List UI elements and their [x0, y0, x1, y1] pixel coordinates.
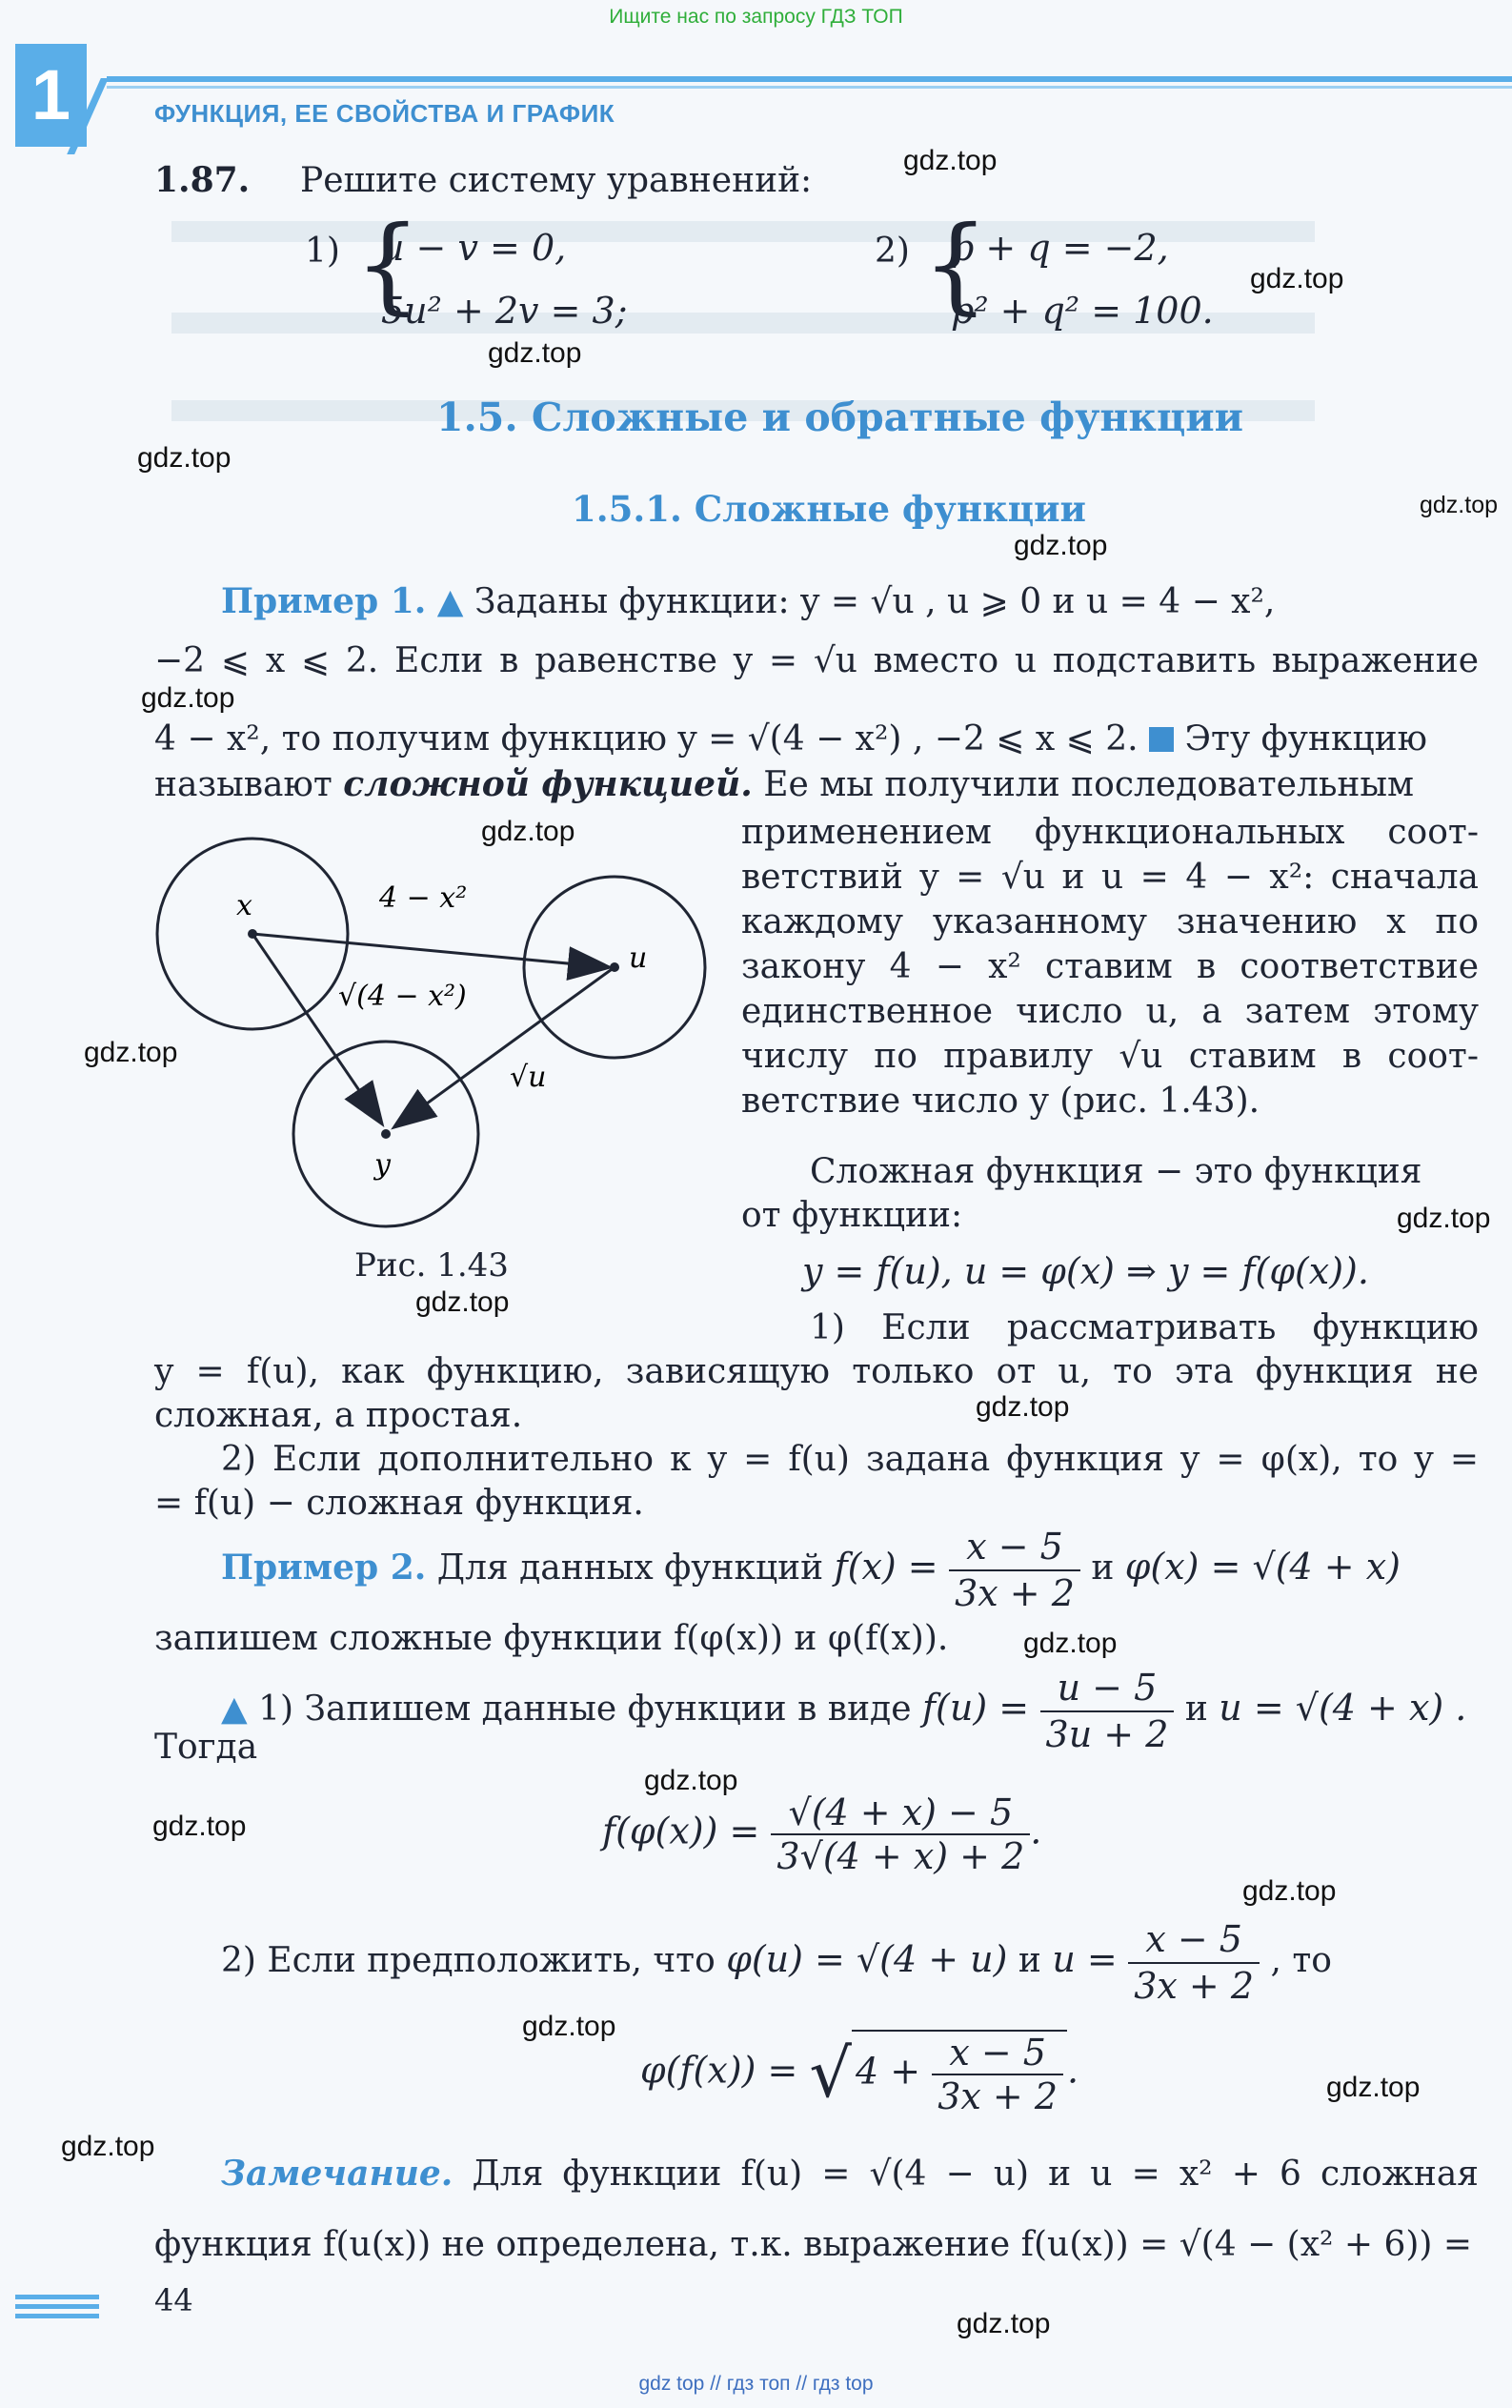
watermark: gdz.top	[644, 1765, 738, 1796]
arrow-x-to-u	[252, 934, 608, 967]
definition-line2: от функции:	[741, 1196, 963, 1235]
example1-right-column: применением функциональных соот- ветствий y = √u и u = 4 − x²: сначала каждому указанному значению x по закону 4 − x² ставим в соответствие единственное число u, а затем этому числу по правилу √u ставим в соот- ветствие число y (рис. 1.43).	[741, 813, 1479, 1121]
watermark: gdz.top	[1014, 530, 1108, 561]
problem-number: 1.87.	[154, 160, 251, 200]
system1-eq2: 5u² + 2v = 3;	[381, 290, 628, 332]
watermark: gdz.top	[522, 2011, 616, 2042]
system1-brace: {	[354, 203, 421, 325]
example2-label: Пример 2.	[221, 1548, 427, 1588]
note1-cont: y = f(u), как функцию, зависящую только от u, то эта функция не	[154, 1352, 1479, 1391]
footer-stripe	[15, 2304, 99, 2309]
section-title: 1.5. Сложные и обратные функции	[436, 395, 1244, 440]
watermark: gdz.top	[976, 1391, 1070, 1423]
figure-1-43	[143, 820, 734, 1277]
figure-caption: Рис. 1.43	[354, 1246, 509, 1285]
watermark: gdz.top	[903, 145, 998, 176]
remark-line1: Замечание. Для функции f(u) = √(4 − u) и u = x² + 6 сложная	[221, 2154, 1479, 2194]
label-x: x	[236, 889, 252, 922]
label-y: y	[374, 1148, 391, 1182]
watermark: gdz.top	[488, 337, 582, 369]
triangle-start-icon: ▲	[436, 582, 464, 621]
system2-label: 2)	[875, 232, 910, 271]
note1-end: сложная, а простая.	[154, 1396, 523, 1435]
definition-formula: y = f(u), u = φ(x) ⇒ y = f(φ(x)).	[802, 1250, 1369, 1292]
system2-brace: {	[922, 203, 989, 325]
remark-label: Замечание.	[221, 2154, 454, 2194]
note2-line1: 2) Если дополнительно к y = f(u) задана функция y = φ(x), то y =	[221, 1440, 1479, 1479]
chapter-number-tab: 1	[15, 44, 87, 147]
watermark: gdz.top	[1250, 263, 1344, 294]
example2-line1: Пример 2. Для данных функций f(x) = $\frac{x - 5}{3x + 2}$ и φ(x) = √(4 + x)	[221, 1526, 1401, 1614]
example1-line3: 4 − x², то получим функцию y = √(4 − x²) , −2 ⩽ x ⩽ 2. Эту функцию	[154, 719, 1427, 759]
triangle-start-icon: ▲	[221, 1690, 248, 1729]
watermark: gdz.top	[1242, 1875, 1337, 1907]
example2-step1: ▲ 1) Запишем данные функции в виде f(u) = $\frac{u - 5}{3u + 2}$ и u = √(4 + x) .	[221, 1667, 1467, 1755]
watermark: gdz.top	[1397, 1203, 1491, 1234]
watermark: gdz.top	[415, 1286, 510, 1318]
result2-formula: φ(f(x)) = √ 4 + $\frac{x - 5}{3x + 2}$ .	[640, 2032, 1079, 2117]
footer-stripe	[15, 2314, 99, 2318]
watermark: gdz.top	[141, 682, 235, 714]
problem-text: Решите систему уравнений:	[300, 161, 813, 200]
example1-line1: Пример 1. ▲ Заданы функции: y = √u , u ⩾ 0 и u = 4 − x²,	[221, 581, 1276, 621]
example2-step2: 2) Если предположить, что φ(u) = √(4 + u) и u = $\frac{x - 5}{3x + 2}$ , то	[221, 1918, 1332, 2007]
bottom-note: gdz top // гдз топ // гдз top	[638, 2373, 874, 2395]
example2-task: запишем сложные функции f(φ(x)) и φ(f(x)).	[154, 1619, 949, 1658]
chapter-title: ФУНКЦИЯ, ЕЕ СВОЙСТВА И ГРАФИК	[154, 99, 615, 128]
definition-line1: Сложная функция − это функция	[810, 1152, 1422, 1191]
top-note: Ищите нас по запросу ГДЗ ТОП	[609, 6, 903, 28]
header-rule	[107, 76, 1512, 82]
example1-line2: −2 ⩽ x ⩽ 2. Если в равенстве y = √u вместо u подставить выражение	[154, 641, 1479, 680]
page-number: 44	[154, 2282, 193, 2318]
system1-label: 1)	[305, 232, 340, 271]
system2-eq1: p + q = −2,	[951, 227, 1169, 269]
square-end-icon	[1149, 727, 1174, 752]
subsection-title: 1.5.1. Сложные функции	[572, 488, 1087, 530]
watermark: gdz.top	[481, 816, 575, 847]
arrow-label-4-minus-x2: 4 − x²	[379, 881, 468, 915]
system1-eq1: u − v = 0,	[381, 227, 567, 269]
system2-eq2: p² + q² = 100.	[951, 290, 1214, 332]
watermark: gdz.top	[84, 1037, 178, 1068]
watermark: gdz.top	[1023, 1628, 1118, 1659]
watermark: gdz.top	[61, 2131, 155, 2162]
watermark: gdz.top	[957, 2308, 1051, 2339]
watermark: gdz.top	[137, 442, 232, 474]
remark-line2: функция f(u(x)) не определена, т.к. выражение f(u(x)) = √(4 − (x² + 6)) =	[154, 2225, 1473, 2264]
footer-stripe	[15, 2295, 99, 2299]
then-word: Тогда	[154, 1728, 258, 1767]
result1-formula: f(φ(x)) = $\frac{√(4 + x) - 5}{3√(4 + x) + 2}$ .	[602, 1791, 1042, 1877]
watermark: gdz.top	[152, 1811, 247, 1842]
example1-label: Пример 1.	[221, 581, 427, 621]
watermark: gdz.top	[1420, 492, 1499, 518]
label-u: u	[629, 941, 648, 975]
arrow-label-sqrt-4-minus-x2: √(4 − x²)	[338, 980, 467, 1013]
note2-line2: = f(u) − сложная функция.	[154, 1484, 644, 1523]
note1-start: 1) Если рассматривать функцию	[810, 1308, 1479, 1347]
example1-line4: называют сложной функцией. Ее мы получили последовательным	[154, 764, 1415, 804]
watermark: gdz.top	[1326, 2072, 1421, 2103]
arrow-label-sqrt-u: √u	[510, 1061, 547, 1094]
header-rule-thin	[107, 86, 1512, 89]
